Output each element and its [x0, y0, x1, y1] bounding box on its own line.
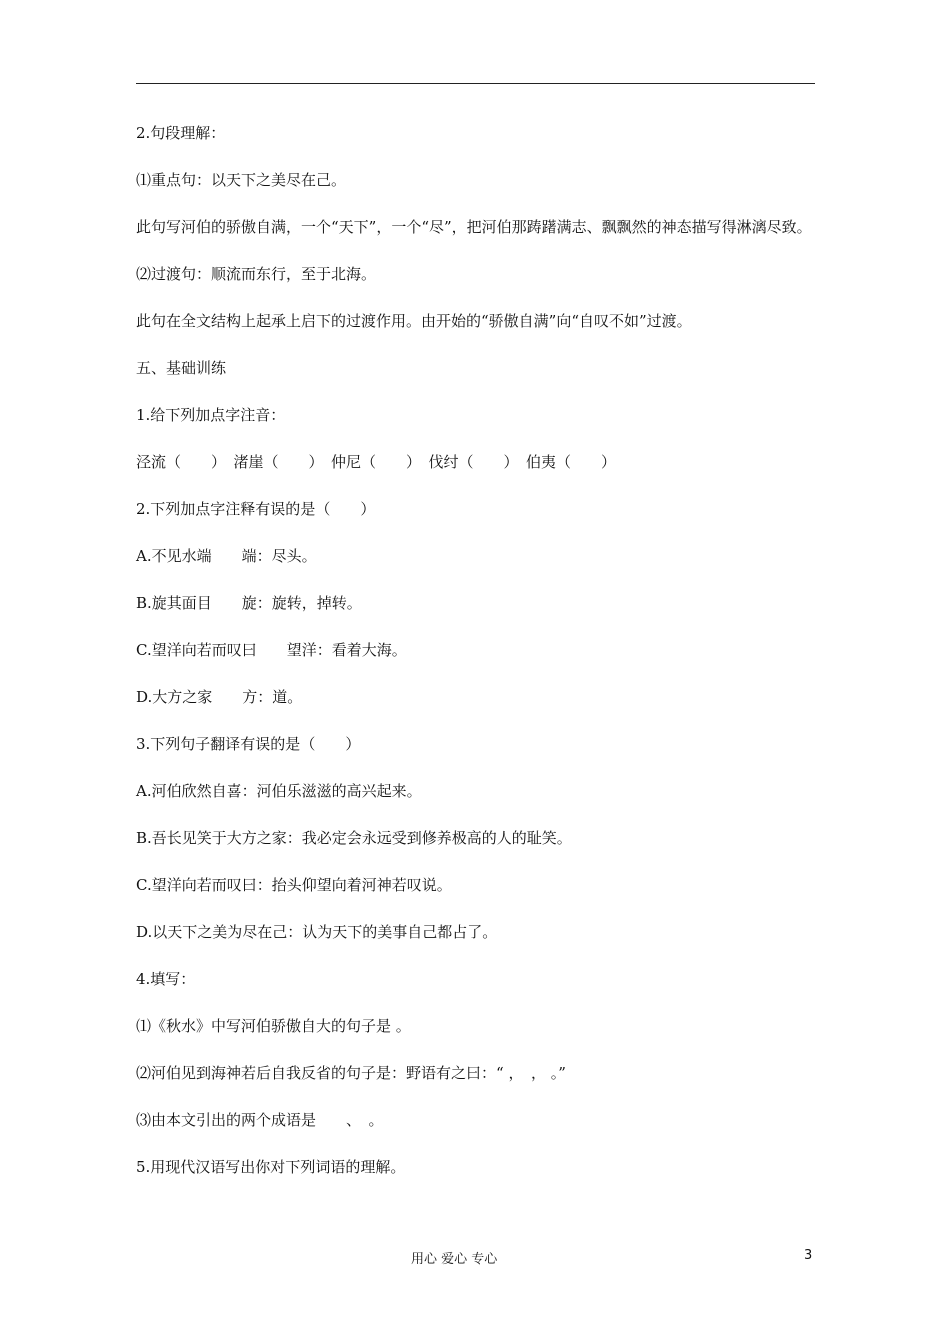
transition-sentence: ⑵过渡句：顺流而东行，至于北海。: [136, 265, 377, 283]
question-5: 5.用现代汉语写出你对下列词语的理解。: [136, 1158, 406, 1176]
header-rule: [136, 83, 815, 84]
question-2-option-b: B.旋其面目 旋：旋转，掉转。: [136, 594, 362, 612]
question-1-items: 泾流（ ） 渚崖（ ） 仲尼（ ） 伐纣（ ） 伯夷（ ）: [136, 453, 617, 471]
page-number: 3: [804, 1248, 813, 1263]
transition-sentence-explanation: 此句在全文结构上起承上启下的过渡作用。由开始的“骄傲自满”向“自叹不如”过渡。: [136, 312, 692, 330]
question-2: 2.下列加点字注释有误的是（ ）: [136, 500, 376, 518]
key-sentence-explanation: 此句写河伯的骄傲自满，一个“天下”，一个“尽”，把河伯那踌躇满志、飘飘然的神态描写得淋漓尽致。: [136, 218, 812, 236]
document-body: [136, 121, 816, 1202]
question-4-item-1: ⑴《秋水》中写河伯骄傲自大的句子是 。: [136, 1017, 411, 1035]
question-2-option-c: C.望洋向若而叹曰 望洋：看着大海。: [136, 641, 407, 659]
question-4: 4.填写：: [136, 970, 196, 988]
key-sentence: ⑴重点句：以天下之美尽在己。: [136, 171, 347, 189]
question-1: 1.给下列加点字注音：: [136, 406, 286, 424]
question-3-option-b: B.吾长见笑于大方之家：我必定会永远受到修养极高的人的耻笑。: [136, 829, 572, 847]
question-4-item-2: ⑵河伯见到海神若后自我反省的句子是：野语有之曰：“ ， ， 。”: [136, 1064, 566, 1082]
question-3-option-c: C.望洋向若而叹曰：抬头仰望向着河神若叹说。: [136, 876, 452, 894]
question-3-option-a: A.河伯欣然自喜：河伯乐滋滋的高兴起来。: [136, 782, 422, 800]
question-4-item-3: ⑶由本文引出的两个成语是 、 。: [136, 1111, 384, 1129]
section-heading-basic-training: 五、基础训练: [136, 359, 227, 377]
question-3-option-d: D.以天下之美为尽在己：认为天下的美事自己都占了。: [136, 923, 498, 941]
footer-motto: 用心 爱心 专心: [411, 1252, 498, 1267]
section-heading-sentence-analysis: 2.句段理解：: [136, 124, 226, 142]
question-2-option-d: D.大方之家 方：道。: [136, 688, 303, 706]
question-2-option-a: A.不见水端 端：尽头。: [136, 547, 317, 565]
question-3: 3.下列句子翻译有误的是（ ）: [136, 735, 361, 753]
